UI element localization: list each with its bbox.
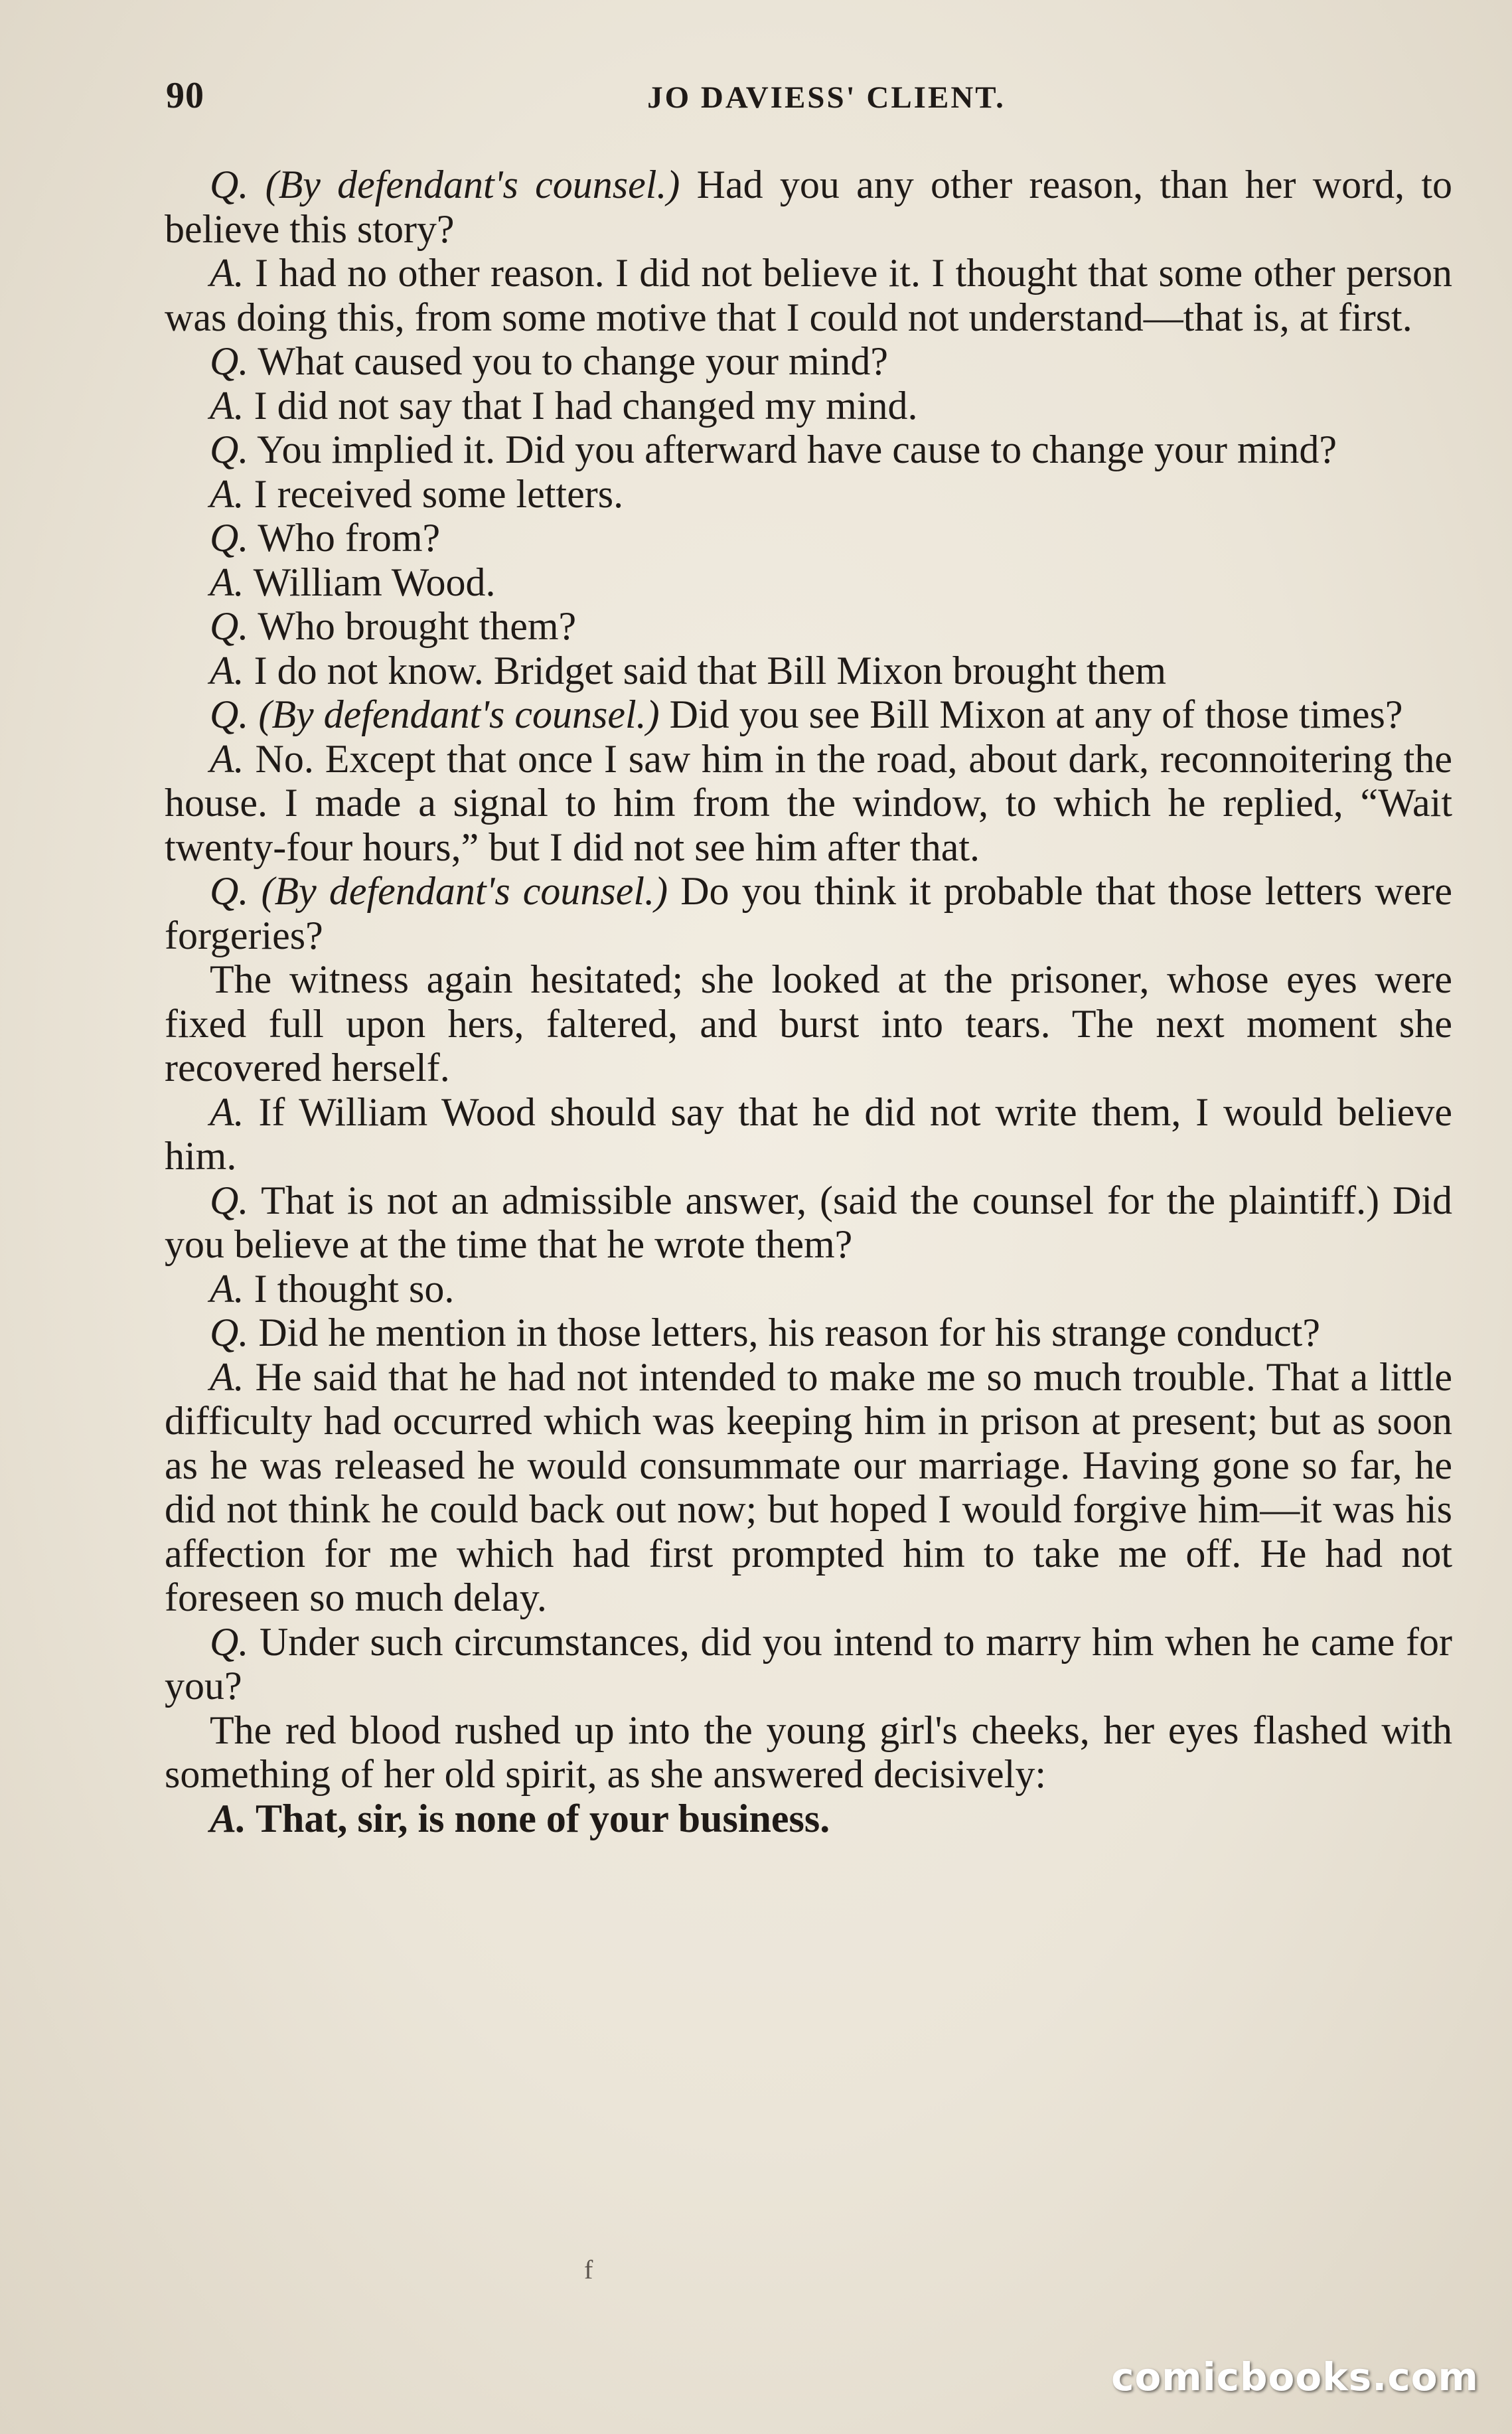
speaker-label: Q. [210,428,249,471]
paragraph [165,1178,1452,1267]
speaker-label: Q. [210,869,249,913]
paragraph [165,1090,1452,1178]
paragraph-text: Did you see Bill Mixon at any of those times? [669,692,1403,736]
paragraph-text: No. Except that once I saw him in the road, about dark, reconnoitering the house. I made a signal to him from the window, to which he replied, “Wait twenty-four hours,” but I did not see him after that. [165,736,1453,869]
paragraph-text: That is not an admissible answer, (said the counsel for the plaintiff.) Did you believe at the time that he wrote them? [165,1178,1453,1266]
speaker-label: A. [210,560,244,604]
paragraph-text: Do you think it probable that those letters were forgeries? [165,869,1453,957]
speaker-label: Q. [210,1178,249,1222]
speaker-label: Q. [210,692,249,736]
speaker-label: A. [210,1090,244,1134]
body-text [165,163,1452,1840]
paragraph-text: I thought so. [254,1266,455,1311]
speaker-label: A. [210,736,244,781]
page-header [166,74,1460,127]
speaker-label: Q. [210,1619,249,1664]
speaker-label: Q. [210,163,249,206]
speaker-label: A. [210,471,244,516]
paragraph-text: You implied it. Did you afterward have cause to change your mind? [257,428,1337,471]
footer-mark: f [584,2255,593,2285]
page-number: 90 [166,75,204,116]
paragraph [165,384,1452,428]
speaker-label: Q. [210,516,249,560]
speaker-label: Q. [210,1311,249,1354]
paragraph [165,560,1452,605]
running-title: JO DAVIESS' CLIENT. [647,80,1006,115]
paragraph-text: William Wood. [253,560,496,604]
paragraph-text: Who from? [258,516,441,560]
paragraph-text: If William Wood should say that he did not write them, I would believe him. [165,1090,1453,1178]
paragraph [165,957,1452,1090]
paragraph [165,649,1452,693]
paragraph-text: I received some letters. [254,471,624,516]
paragraph [165,604,1452,649]
paragraph-text: Under such circumstances, did you intend to marry him when he came for you? [165,1619,1453,1708]
paragraph [165,1311,1452,1355]
paragraph-text: I do not know. Bridget said that Bill Mixon brought them [254,648,1167,692]
paragraph [165,516,1452,560]
counsel-note: (By defendant's counsel.) [258,692,660,736]
paragraph-text: What caused you to change your mind? [258,339,888,383]
paragraph [165,163,1452,251]
paragraph [165,1267,1452,1311]
paragraph-text: The red blood rushed up into the young girl's cheeks, her eyes flashed with something of her old spirit, as she answered decisively: [165,1708,1452,1796]
paragraph [165,428,1452,472]
paragraph-text: Had you any other reason, than her word, to believe this story? [165,163,1453,251]
paragraph-text: I did not say that I had changed my mind. [254,383,918,428]
paragraph [165,869,1452,957]
paragraph-text: He said that he had not intended to make me so much trouble. That a little difficulty had occurred which was keeping him in prison at present; but as soon as he was released he would consummate our marriage. Having gone so far, he did not think he could back out now; but hoped I would forgive him—it was his affection for me which had first prompted him to take me off. He had not foreseen so much delay. [165,1354,1452,1619]
paragraph [165,1797,1452,1841]
paragraph [165,339,1452,384]
speaker-label: A. [210,383,244,428]
speaker-label: A. [210,648,244,692]
paragraph-text: Did he mention in those letters, his reason for his strange conduct? [258,1311,1320,1354]
paragraph-text: I had no other reason. I did not believe it. I thought that some other person was doing this, from some motive that I could not understand—that is, at first. [165,251,1453,339]
paragraph [165,692,1452,737]
paragraph [165,1355,1452,1620]
speaker-label: Q. [210,339,249,383]
speaker-label: A. [210,251,244,295]
speaker-label: A. [210,1796,247,1840]
paragraph [165,1708,1452,1797]
speaker-label: Q. [210,604,249,648]
speaker-label: A. [210,1266,244,1311]
counsel-note: (By defendant's counsel.) [265,163,680,206]
paragraph [165,251,1452,339]
counsel-note: (By defendant's counsel.) [261,869,668,913]
paragraph-text: Who brought them? [258,604,577,648]
paragraph-text: The witness again hesitated; she looked at the prisoner, whose eyes were fixed full upon hers, faltered, and burst into tears. The next moment she recovered herself. [165,957,1452,1090]
watermark: comicbooks.com [1111,2354,1479,2399]
paragraph-text: That, sir, is none of your business. [255,1796,830,1840]
paragraph [165,737,1452,870]
paragraph [165,1620,1452,1708]
paragraph [165,472,1452,517]
speaker-label: A. [210,1354,244,1399]
